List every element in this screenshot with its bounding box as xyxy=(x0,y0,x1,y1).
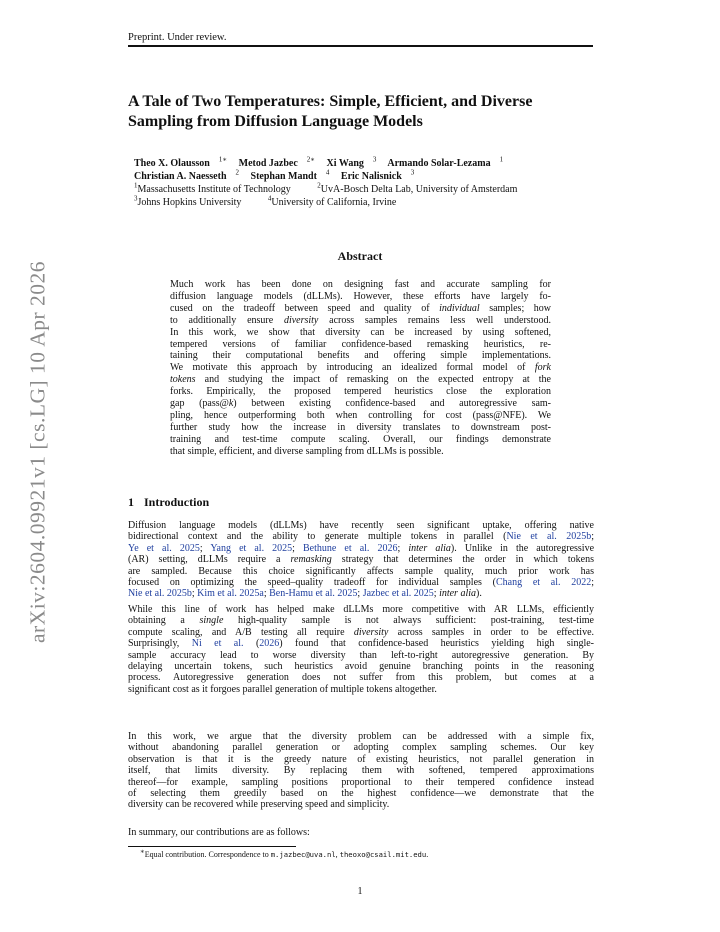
author: Metod Jazbec $^{2∗}$ xyxy=(238,155,316,169)
text-run: ). xyxy=(476,588,482,600)
affiliation-row-2 xyxy=(134,196,541,209)
text-run: to additionally ensure xyxy=(170,314,284,326)
text-line xyxy=(128,742,594,753)
text-line xyxy=(128,543,594,554)
text-run: ; xyxy=(433,588,440,600)
text-line xyxy=(170,315,551,327)
text-run: thereof—for example, sampling positions proportional to their tempered confidence instead xyxy=(128,776,594,788)
citation-link[interactable]: Nie et al. 2025b xyxy=(128,588,192,600)
author: Xi Wang $^3$ xyxy=(326,155,377,169)
text-line xyxy=(170,350,551,362)
text-run: process. Autoregressive generation does not suffer from this problem, but comes at a xyxy=(128,672,594,684)
citation-link[interactable]: Kim et al. 2025a xyxy=(197,588,264,600)
text-run: delaying uncertain tokens, such heuristics avoid genuine branching points in the reasoning xyxy=(128,661,594,673)
author: Christian A. Naesseth $^2$ xyxy=(134,168,240,182)
author-row-2 xyxy=(134,170,541,183)
author-block xyxy=(134,157,541,209)
text-run: forks. Empirically, the proposed tempered heuristics close the exploration xyxy=(170,386,551,398)
text-run: In this work, we show that diversity can be increased by using softened, xyxy=(170,326,551,338)
text-run: pling, hence outperforming both when controlling for cost (pass@NFE). We xyxy=(170,409,551,421)
text-run: focused on optimizing the speed–quality tradeoff for individual samples ( xyxy=(128,577,496,589)
affiliation-row-1 xyxy=(134,183,541,196)
text-run: that simple, efficient, and diverse sampling from dLLMs is possible. xyxy=(170,445,444,457)
text-run: are sampled. Because this choice significantly affects sample quality, much prior work has xyxy=(128,565,594,577)
text-run: In this work, we argue that the diversity problem can be addressed with a simple fix, xyxy=(128,731,594,742)
text-run: diversity can be recovered while preserving speed and simplicity. xyxy=(128,799,390,811)
text-run: obtaining a xyxy=(128,615,200,627)
text-line xyxy=(128,531,594,542)
text-run: ) found that confidence-based heuristics yielding high single- xyxy=(279,638,594,650)
intro-paragraph-1 xyxy=(128,520,594,600)
affiliation: $^4$University of California, Irvine xyxy=(267,194,397,208)
emphasis: individual xyxy=(439,302,480,314)
text-run: Much work has been done on designing fast and accurate sampling for xyxy=(170,279,551,290)
intro-paragraph-2 xyxy=(128,604,594,695)
citation-link[interactable]: Jazbec et al. 2025 xyxy=(362,588,434,600)
text-line xyxy=(128,765,594,776)
section-heading xyxy=(128,495,209,510)
text-run: ). Unlike in the autoregressive xyxy=(450,542,595,554)
text-line xyxy=(128,684,594,695)
text-run: ; xyxy=(191,588,198,600)
text-run: further study how the increase in diversity translates to downstream post- xyxy=(170,421,551,433)
text-run: observation is that it is the greedy nature of existing heuristics, not parallel generation in xyxy=(128,753,594,765)
author-row-1 xyxy=(134,157,541,170)
text-run: high-quality sample is not always sufficient: post-training, test-time xyxy=(223,615,594,627)
text-line xyxy=(128,604,594,615)
text-line xyxy=(128,577,594,588)
text-line xyxy=(128,650,594,661)
text-line xyxy=(170,446,551,458)
affiliation: $^3$Johns Hopkins University xyxy=(134,194,242,208)
text-line xyxy=(170,398,551,410)
text-line xyxy=(170,303,551,315)
text-run: itself, that limits diversity. By replacing them with softened, tempered approximations xyxy=(128,765,594,777)
paper-title xyxy=(128,92,598,132)
text-line xyxy=(128,799,594,810)
text-line xyxy=(170,374,551,386)
emphasis: remasking xyxy=(290,554,332,566)
author: Theo X. Olausson $^{1∗}$ xyxy=(134,155,228,169)
text-run: cused on the tradeoff between speed and quality of xyxy=(170,302,440,314)
author: Stephan Mandt $^4$ xyxy=(250,168,330,182)
text-line xyxy=(170,422,551,434)
email-link[interactable]: theoxo@csail.mit.edu xyxy=(339,850,427,859)
intro-paragraph-4 xyxy=(128,827,594,838)
text-run: significant cost as it forgoes parallel generation of multiple tokens altogether. xyxy=(128,683,437,695)
emphasis: inter alia xyxy=(439,588,477,600)
running-header: Preprint. Under review. xyxy=(128,32,227,43)
text-run: ; xyxy=(397,542,409,554)
emphasis: single xyxy=(199,615,224,627)
text-line xyxy=(128,615,594,626)
citation-link[interactable]: Ni et al. xyxy=(191,638,244,650)
text-run: taining their computational benefits and offering simple implementations. xyxy=(170,350,551,362)
text-line xyxy=(128,777,594,788)
text-line xyxy=(128,788,594,799)
section-number: 1 xyxy=(128,495,134,509)
citation-link[interactable]: Ben-Hamu et al. 2025 xyxy=(269,588,358,600)
emphasis: inter alia xyxy=(408,542,451,554)
text-line xyxy=(170,339,551,351)
text-run: and studying the impact of remasking on the expected entropy at the xyxy=(195,374,551,386)
text-line xyxy=(128,827,594,838)
title-line-1: A Tale of Two Temperatures: Simple, Efficient, and Diverse xyxy=(128,93,533,110)
text-line xyxy=(170,386,551,398)
emphasis: k xyxy=(228,398,234,410)
text-run: ; xyxy=(591,531,594,543)
text-run: compute scaling, and A/B testing all require xyxy=(128,626,354,638)
text-line xyxy=(128,672,594,683)
citation-link[interactable]: Yang et al. 2025 xyxy=(210,542,293,554)
footnote: ∗Equal contribution. Correspondence to m.jazbec@uva.nl, theoxo@csail.mit.edu. xyxy=(140,847,429,859)
affiliation: $^1$Massachusetts Institute of Technology xyxy=(134,181,291,195)
text-line xyxy=(128,731,594,742)
text-run: ) between existing confidence-based and autoregressive sam- xyxy=(233,398,552,410)
text-run: Diffusion language models (dLLMs) have recently seen significant uptake, offering native xyxy=(128,520,594,531)
emphasis: tokens xyxy=(170,374,196,386)
text-run: across samples in order to be effective. xyxy=(388,626,595,638)
text-line xyxy=(128,554,594,565)
text-line xyxy=(170,434,551,446)
page-number: 1 xyxy=(357,886,363,897)
emphasis: fork xyxy=(534,362,551,374)
title-line-2: Sampling from Diffusion Language Models xyxy=(128,113,423,130)
footnote-rule xyxy=(128,846,296,847)
affiliation: $^2$UvA-Bosch Delta Lab, University of Amsterdam xyxy=(317,181,518,195)
citation-link[interactable]: Nie et al. 2025b xyxy=(506,531,592,543)
text-line xyxy=(128,588,594,599)
text-line xyxy=(170,362,551,374)
text-run: tempered versions of familiar confidence-based remasking heuristics, re- xyxy=(170,338,551,350)
text-line xyxy=(128,754,594,765)
text-line xyxy=(128,627,594,638)
author: Armando Solar-Lezama $^1$ xyxy=(387,155,504,169)
section-title: Introduction xyxy=(144,495,210,509)
text-run: ; xyxy=(292,542,304,554)
text-line xyxy=(170,279,551,291)
text-line xyxy=(170,410,551,422)
text-run: without abandoning parallel generation or adopting complex sampling schemes. Our key xyxy=(128,742,594,754)
text-run: of selecting them greedily based on the highest confidence—we demonstrate that the xyxy=(128,788,594,800)
text-run: strategy that determines the order in which tokens xyxy=(331,554,594,566)
header-rule xyxy=(128,45,593,47)
text-run: We motivate this approach by introducing an idealized formal model of xyxy=(170,362,535,374)
text-line xyxy=(128,520,594,531)
citation-link[interactable]: 2026 xyxy=(259,638,280,650)
email-link[interactable]: m.jazbec@uva.nl xyxy=(270,850,336,859)
text-run: ; xyxy=(357,588,363,600)
citation-link[interactable]: Ye et al. 2025 xyxy=(128,542,200,554)
text-line xyxy=(170,291,551,303)
text-run: (AR) setting, dLLMs require a xyxy=(128,554,291,566)
text-run: ; xyxy=(199,542,211,554)
text-run: samples; how xyxy=(479,302,552,314)
citation-link[interactable]: Bethune et al. 2026 xyxy=(303,542,398,554)
text-run: diffusion language models (dLLMs). However, these efforts have largely fo- xyxy=(170,290,551,302)
arxiv-stamp: arXiv:2604.09921v1 [cs.LG] 10 Apr 2026 xyxy=(25,260,50,644)
intro-paragraph-3 xyxy=(128,731,594,811)
abstract-heading: Abstract xyxy=(337,249,383,263)
author: Eric Nalisnick $^3$ xyxy=(340,168,415,182)
text-run: ; xyxy=(263,588,270,600)
text-run: While this line of work has helped make dLLMs more competitive with AR LLMs, efficiently xyxy=(128,604,594,615)
text-run: bidirectional context and the ability to generate multiple tokens in parallel ( xyxy=(128,531,507,543)
abstract-body xyxy=(170,279,551,458)
text-line xyxy=(128,566,594,577)
emphasis: diversity xyxy=(353,626,389,638)
text-run: across samples remains less well understood. xyxy=(318,314,551,326)
text-run: training and test-time compute scaling. Overall, our findings demonstrate xyxy=(170,433,551,445)
text-line xyxy=(128,638,594,649)
text-run: Surprisingly, xyxy=(128,638,192,650)
text-run: ( xyxy=(243,638,260,650)
text-run: gap (pass@ xyxy=(170,398,229,410)
text-line xyxy=(170,327,551,339)
emphasis: diversity xyxy=(283,314,319,326)
text-line xyxy=(128,661,594,672)
text-run: ; xyxy=(591,577,594,589)
text-run: sample accuracy lead to worse diversity than left-to-right autoregressive generation. By xyxy=(128,649,594,661)
citation-link[interactable]: Chang et al. 2022 xyxy=(495,577,592,589)
text-run: In summary, our contributions are as follows: xyxy=(128,827,310,838)
